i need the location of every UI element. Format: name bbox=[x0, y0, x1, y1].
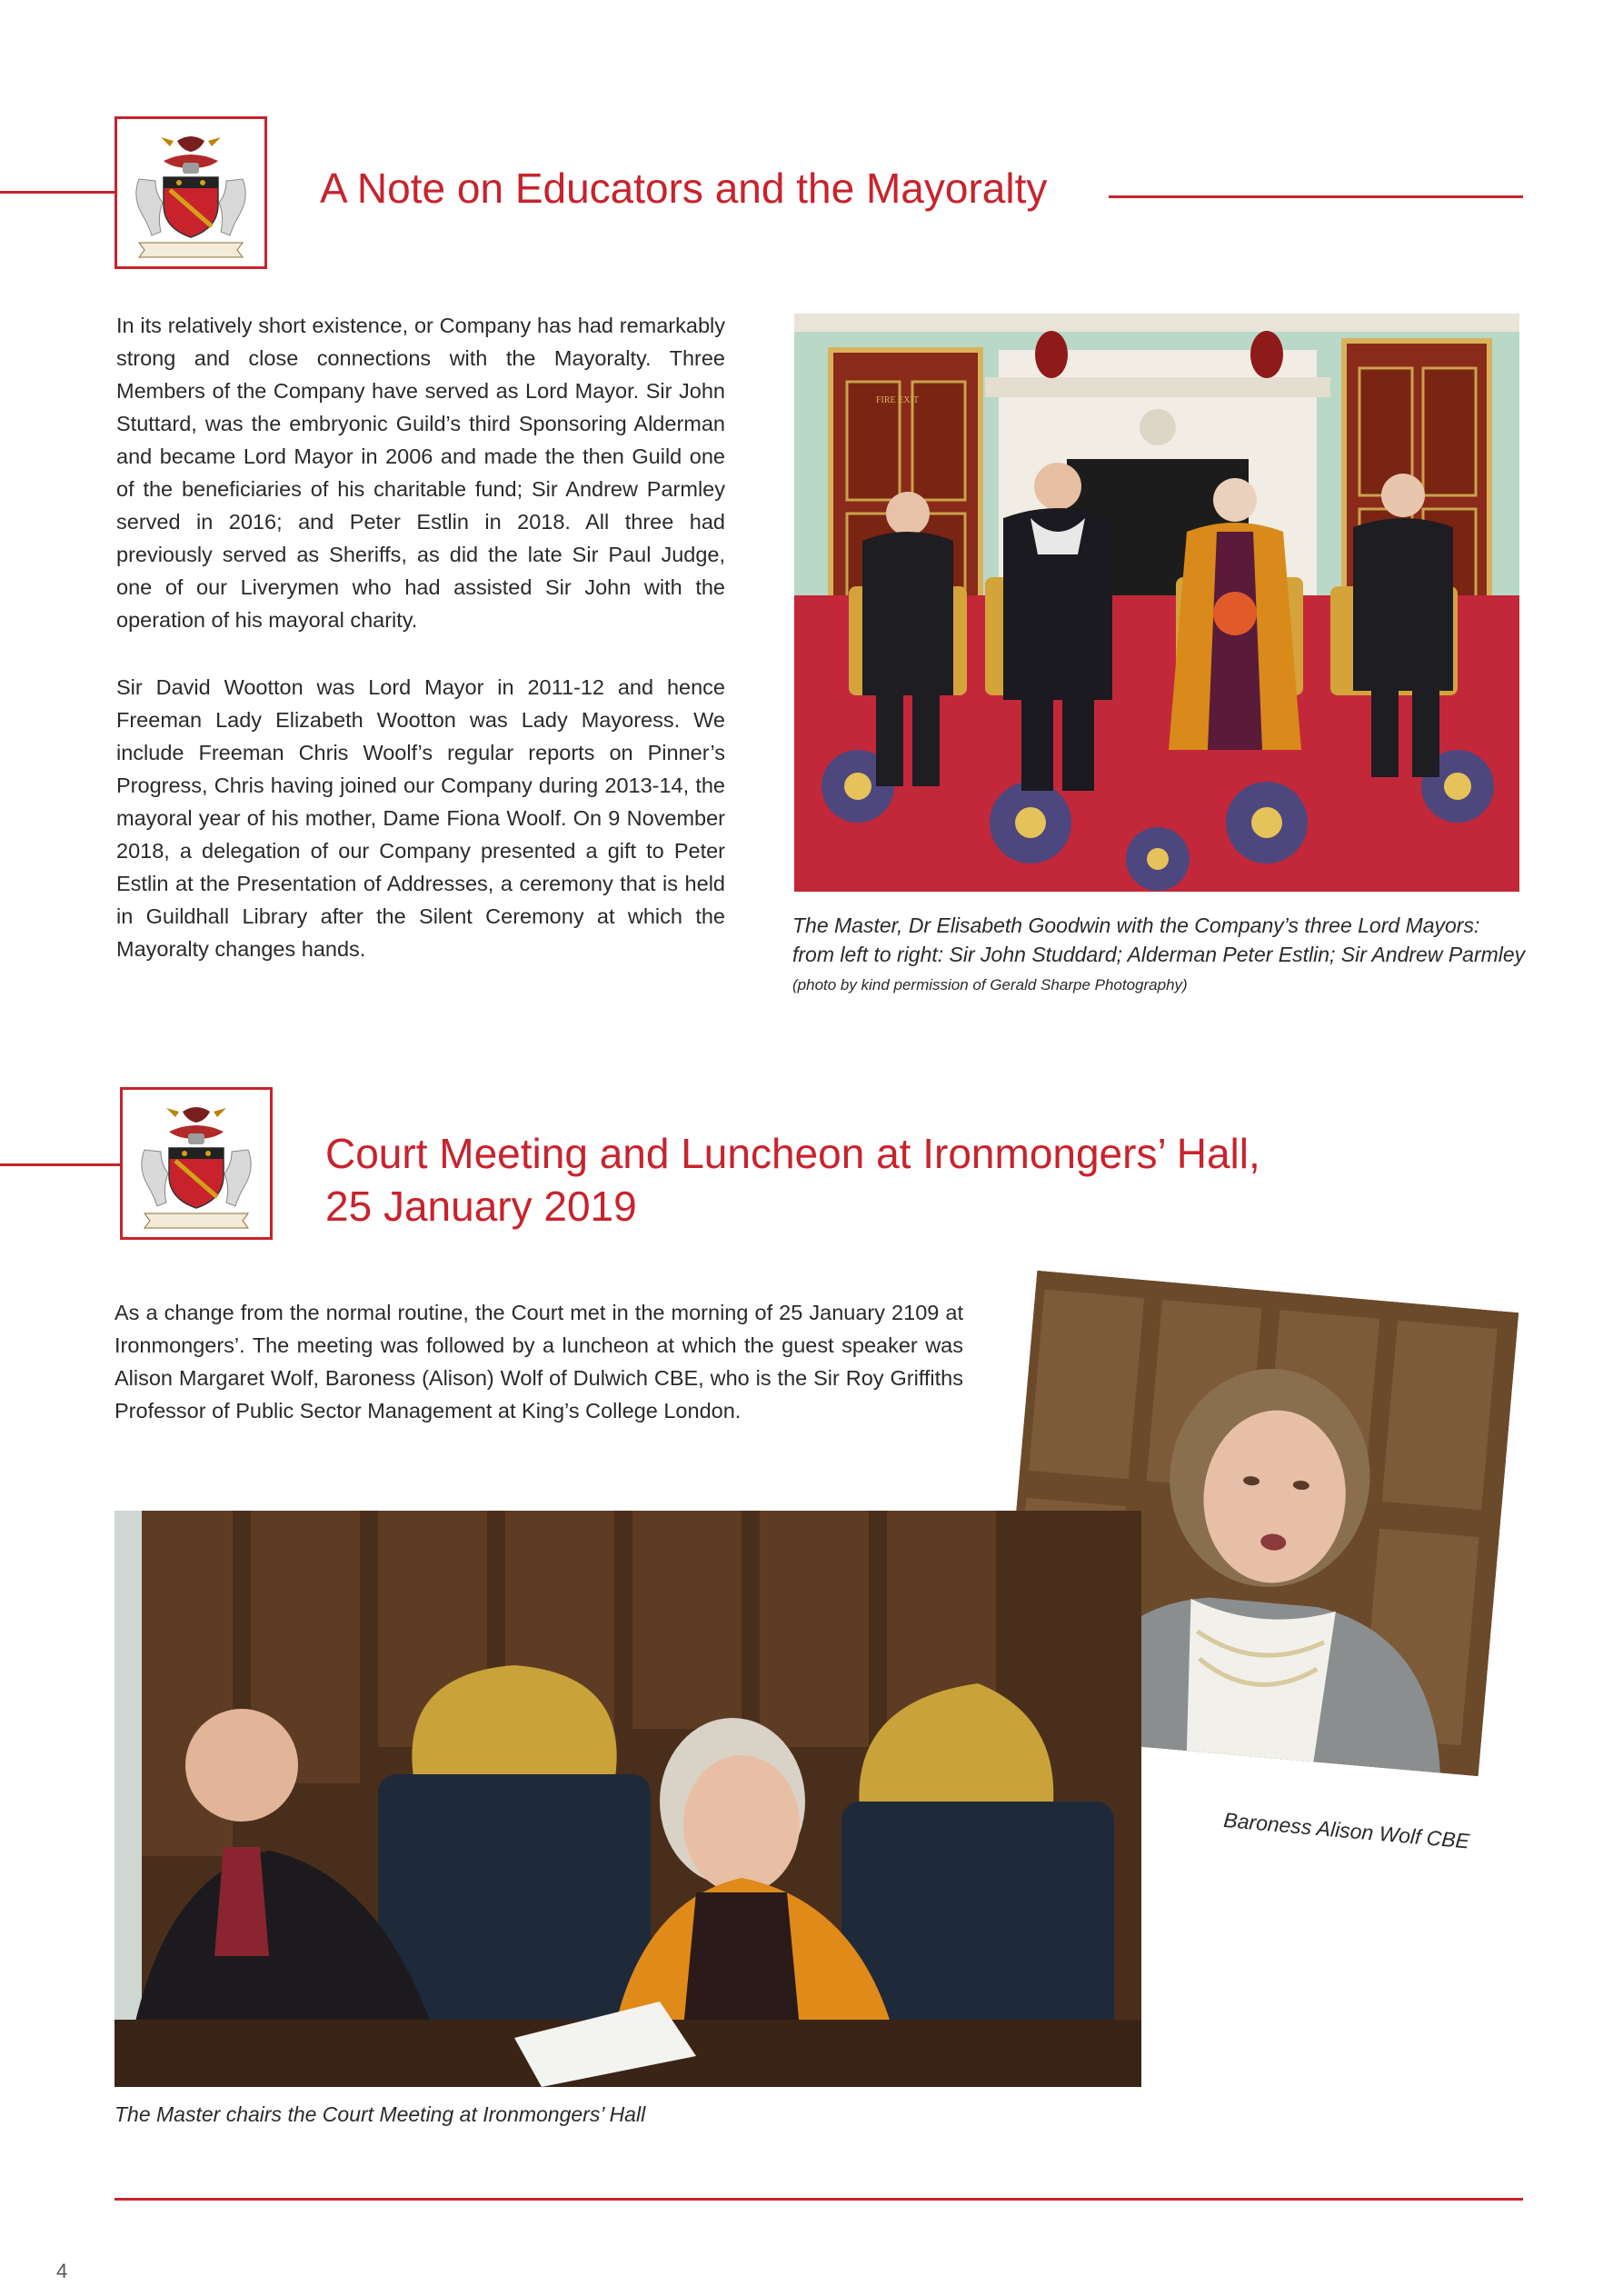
section2-paragraph: As a change from the normal routine, the Court met in the morning of 25 January 2109 at Ironmongers’. The meeting was followed by a luncheon at which the guest speaker was Alison Margaret Wolf, Baroness (Alison) Wolf of Dulwich CBE, who is the Sir Roy Griffiths Professor of Public Sector Management at King’s College London. bbox=[115, 1301, 963, 1423]
section1-paragraph-1: In its relatively short existence, or Company has had remarkably strong and close connections with the Mayoralty. Three Members of the Company have served as Lord Mayor. Sir John Stuttard, was the embryonic Guild’s third Sponsoring Alderman and became Lord Mayor in 2006 and made the then Guild one of the beneficiaries of his charitable fund; Sir Andrew Parmley served in 2016; and Peter Estlin in 2018. All three had previously served as Sheriffs, as did the late Sir Paul Judge, one of our Liverymen who had assisted Sir John with the operation of his mayoral charity. bbox=[116, 314, 725, 632]
section1-left-rule bbox=[0, 191, 115, 194]
company-crest bbox=[115, 116, 267, 269]
section1-heading: A Note on Educators and the Mayoralty bbox=[320, 165, 1048, 212]
section1-right-rule bbox=[1109, 195, 1523, 198]
section1-paragraph-2: Sir David Wootton was Lord Mayor in 2011-12 and hence Freeman Lady Elizabeth Wootton was Lady Mayoress. We include Freeman Chris Woolf’s regular reports on Pinner’s Progress, Chris having joined our Company during 2013-14, the mayoral year of his mother, Dame Fiona Woolf. On 9 November 2018, a delegation of our Company presented a gift to Peter Estlin at the Presentation of Addresses, a ceremony that is held in Guildhall Library after the Silent Ceremony at which the Mayoralty changes hands. bbox=[116, 675, 725, 961]
company-crest-2 bbox=[120, 1087, 273, 1240]
group-photo-caption-line-1: The Master, Dr Elisabeth Goodwin with the Company’s three Lord Mayors: bbox=[792, 913, 1480, 937]
group-photo-credit: (photo by kind permission of Gerald Sharpe Photography) bbox=[792, 976, 1188, 993]
footer-rule bbox=[115, 2198, 1523, 2201]
page-number: 4 bbox=[56, 2260, 68, 2282]
section2-left-rule bbox=[0, 1163, 120, 1166]
lord-mayors-group-photo bbox=[794, 314, 1519, 892]
court-meeting-caption: The Master chairs the Court Meeting at Ironmongers’ Hall bbox=[115, 2102, 646, 2126]
section2-heading-line-1: Court Meeting and Luncheon at Ironmongers’ Hall, bbox=[325, 1130, 1260, 1177]
court-meeting-photo bbox=[115, 1511, 1141, 2087]
portrait-caption: Baroness Alison Wolf CBE bbox=[1222, 1807, 1471, 1853]
section2-heading-line-2: 25 January 2019 bbox=[325, 1183, 637, 1230]
group-photo-caption-line-2: from left to right: Sir John Studdard; Alderman Peter Estlin; Sir Andrew Parmley bbox=[792, 943, 1526, 966]
fire-exit-sign: FIRE EXIT bbox=[876, 395, 919, 405]
